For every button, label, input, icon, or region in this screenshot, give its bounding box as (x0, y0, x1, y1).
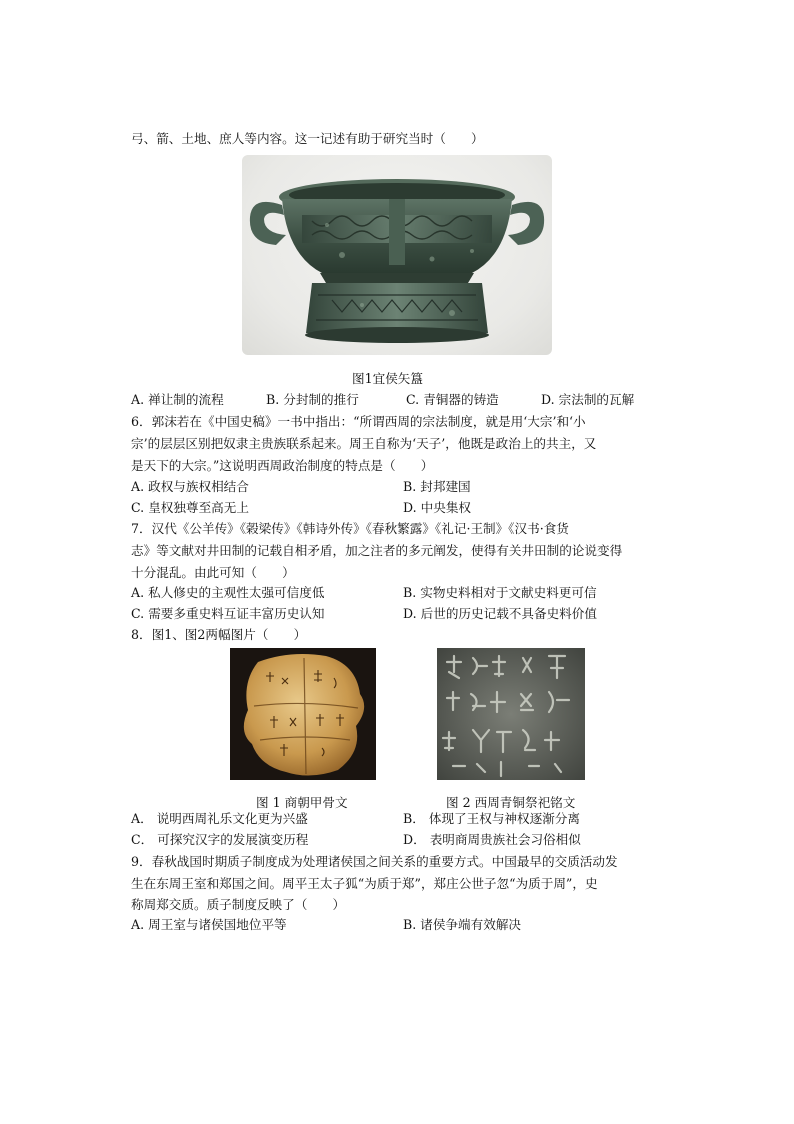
oracle-bone-image (230, 648, 376, 780)
bronze-inscription-drawing (437, 648, 585, 780)
q8-option-b[interactable]: B． 体现了王权与神权逐渐分离 (403, 811, 580, 826)
q6-stem-line-2: 宗’的层层区别把奴隶主贵族联系起来。周王自称为‘天子’，他既是政治上的共主，又 (131, 436, 597, 451)
q5-option-c[interactable]: C. 青铜器的铸造 (406, 392, 499, 407)
bronze-vessel-drawing (242, 155, 552, 355)
q8-option-a[interactable]: A． 说明西周礼乐文化更为兴盛 (131, 811, 308, 826)
q9-stem-line-2: 生在东周王室和郑国之间。周平王太子狐“为质于郑”，郑庄公世子忽“为质于周”，史 (131, 876, 598, 891)
q6-option-a[interactable]: A. 政权与族权相结合 (131, 479, 249, 494)
q9-option-a[interactable]: A. 周王室与诸侯国地位平等 (131, 917, 287, 932)
q6-option-c[interactable]: C. 皇权独尊至高无上 (131, 500, 249, 515)
q7-stem-line-2: 志》等文献对井田制的记载自相矛盾，加之注者的多元阐发，使得有关井田制的论说变得 (131, 543, 623, 558)
q6-option-b[interactable]: B. 封邦建国 (403, 479, 471, 494)
q8-stem: 8．图1、图2两幅图片（ ） (131, 627, 307, 642)
q6-stem-line-1: 6．郭沫若在《中国史稿》一书中指出：“所谓西周的宗法制度，就是用‘大宗’和‘小 (131, 414, 586, 429)
q5-stem-tail: 弓、箭、土地、庶人等内容。这一记述有助于研究当时（ ） (131, 131, 484, 146)
figure-1-caption: 图1宜侯矢簋 (352, 371, 423, 386)
q7-option-b[interactable]: B. 实物史料相对于文献史料更可信 (403, 585, 597, 600)
figure-oracle-caption: 图 1 商朝甲骨文 (256, 795, 348, 810)
q9-stem-line-3: 称周郑交质。质子制度反映了（ ） (131, 897, 346, 912)
q7-option-d[interactable]: D. 后世的历史记载不具备史料价值 (403, 606, 597, 621)
q8-option-d[interactable]: D． 表明商周贵族社会习俗相似 (403, 832, 581, 847)
q5-option-b[interactable]: B. 分封制的推行 (266, 392, 359, 407)
q5-option-a[interactable]: A. 禅让制的流程 (131, 392, 224, 407)
q7-option-a[interactable]: A. 私人修史的主观性太强可信度低 (131, 585, 325, 600)
q6-stem-line-3: 是天下的大宗。”这说明西周政治制度的特点是（ ） (131, 458, 434, 473)
oracle-bone-drawing (230, 648, 376, 780)
q6-option-d[interactable]: D. 中央集权 (403, 500, 472, 515)
bronze-vessel-image (242, 155, 552, 355)
q9-option-b[interactable]: B. 诸侯争端有效解决 (403, 917, 522, 932)
q7-stem-line-1: 7．汉代《公羊传》《榖梁传》《韩诗外传》《春秋繁露》《礼记·王制》《汉书·食货 (131, 521, 569, 536)
figure-bronze-caption: 图 2 西周青铜祭祀铭文 (446, 795, 576, 810)
q9-stem-line-1: 9．春秋战国时期质子制度成为处理诸侯国之间关系的重要方式。中国最早的交质活动发 (131, 854, 618, 869)
q7-option-c[interactable]: C. 需要多重史料互证丰富历史认知 (131, 606, 325, 621)
bronze-inscription-image (437, 648, 585, 780)
q8-option-c[interactable]: C． 可探究汉字的发展演变历程 (131, 832, 309, 847)
q7-stem-line-3: 十分混乱。由此可知（ ） (131, 565, 295, 580)
q5-option-d[interactable]: D. 宗法制的瓦解 (541, 392, 635, 407)
